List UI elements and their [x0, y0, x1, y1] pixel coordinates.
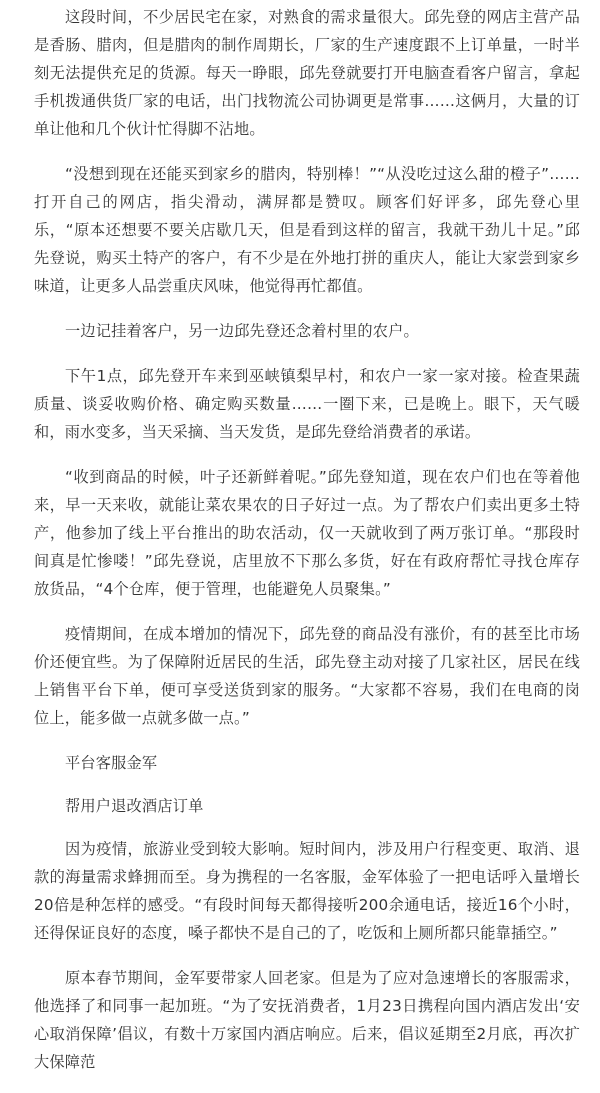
paragraph: 疫情期间，在成本增加的情况下，邱先登的商品没有涨价，有的甚至比市场价还便宜些。为了保障附近居民的生活，邱先登主动对接了几家社区，居民在线上销售平台下单，便可享受送货到家的服务。“大家都不容易，我们在电商的岗位上，能多做一点就多做一点。”	[34, 625, 580, 727]
paragraph: “没想到现在还能买到家乡的腊肉，特别棒！”“从没吃过这么甜的橙子”……打开自己的网店，指尖滑动，满屏都是赞叹。顾客们好评多，邱先登心里乐，“原本还想要不要关店歇几天，但是看到这样的留言，我就干劲儿十足。”邱先登说，购买土特产的客户，有不少是在外地打拼的重庆人，能让大家尝到家乡味道，让更多人品尝重庆风味，他觉得再忙都值。	[34, 165, 580, 295]
paragraph: 下午1点，邱先登开车来到巫峡镇梨早村，和农户一家一家对接。检查果蔬质量、谈妥收购价格、确定购买数量……一圈下来，已是晚上。眼下，天气暖和，雨水变多，当天采摘、当天发货，是邱先登给消费者的承诺。	[34, 367, 580, 441]
section-heading: 平台客服金军	[65, 754, 158, 772]
paragraph: 原本春节期间，金军要带家人回老家。但是为了应对急速增长的客服需求，他选择了和同事一起加班。“为了安抚消费者，1月23日携程向国内酒店发出‘安心取消保障’倡议，有数十万家国内酒店响应。后来，倡议延期至2月底，再次扩大保障范	[34, 969, 580, 1071]
paragraph: 因为疫情，旅游业受到较大影响。短时间内，涉及用户行程变更、取消、退款的海量需求蜂拥而至。身为携程的一名客服，金军体验了一把电话呼入量增长20倍是种怎样的感受。“有段时间每天都得接听200余通电话，接近16个小时，还得保证良好的态度，嗓子都快不是自己的了，吃饭和上厕所都只能靠插空。”	[34, 840, 580, 942]
paragraph: 这段时间，不少居民宅在家，对熟食的需求量很大。邱先登的网店主营产品是香肠、腊肉，但是腊肉的制作周期长，厂家的生产速度跟不上订单量，一时半刻无法提供充足的货源。每天一睁眼，邱先登就要打开电脑查看客户留言，拿起手机拨通供货厂家的电话，出门找物流公司协调更是常事……这俩月，大量的订单让他和几个伙计忙得脚不沾地。	[34, 8, 580, 138]
article-body	[34, 0, 580, 1093]
paragraph: “收到商品的时候，叶子还新鲜着呢。”邱先登知道，现在农户们也在等着他来，早一天来收，就能让菜农果农的日子好过一点。为了帮农户们卖出更多土特产，他参加了线上平台推出的助农活动，仅一天就收到了两万张订单。“那段时间真是忙惨喽！”邱先登说，店里放不下那么多货，好在有政府帮忙寻找仓库存放货品，“4个仓库，便于管理，也能避免人员聚集。”	[34, 468, 580, 598]
section-subheading: 帮用户退改酒店订单	[65, 797, 204, 815]
paragraph: 一边记挂着客户，另一边邱先登还念着村里的农户。	[65, 322, 419, 340]
